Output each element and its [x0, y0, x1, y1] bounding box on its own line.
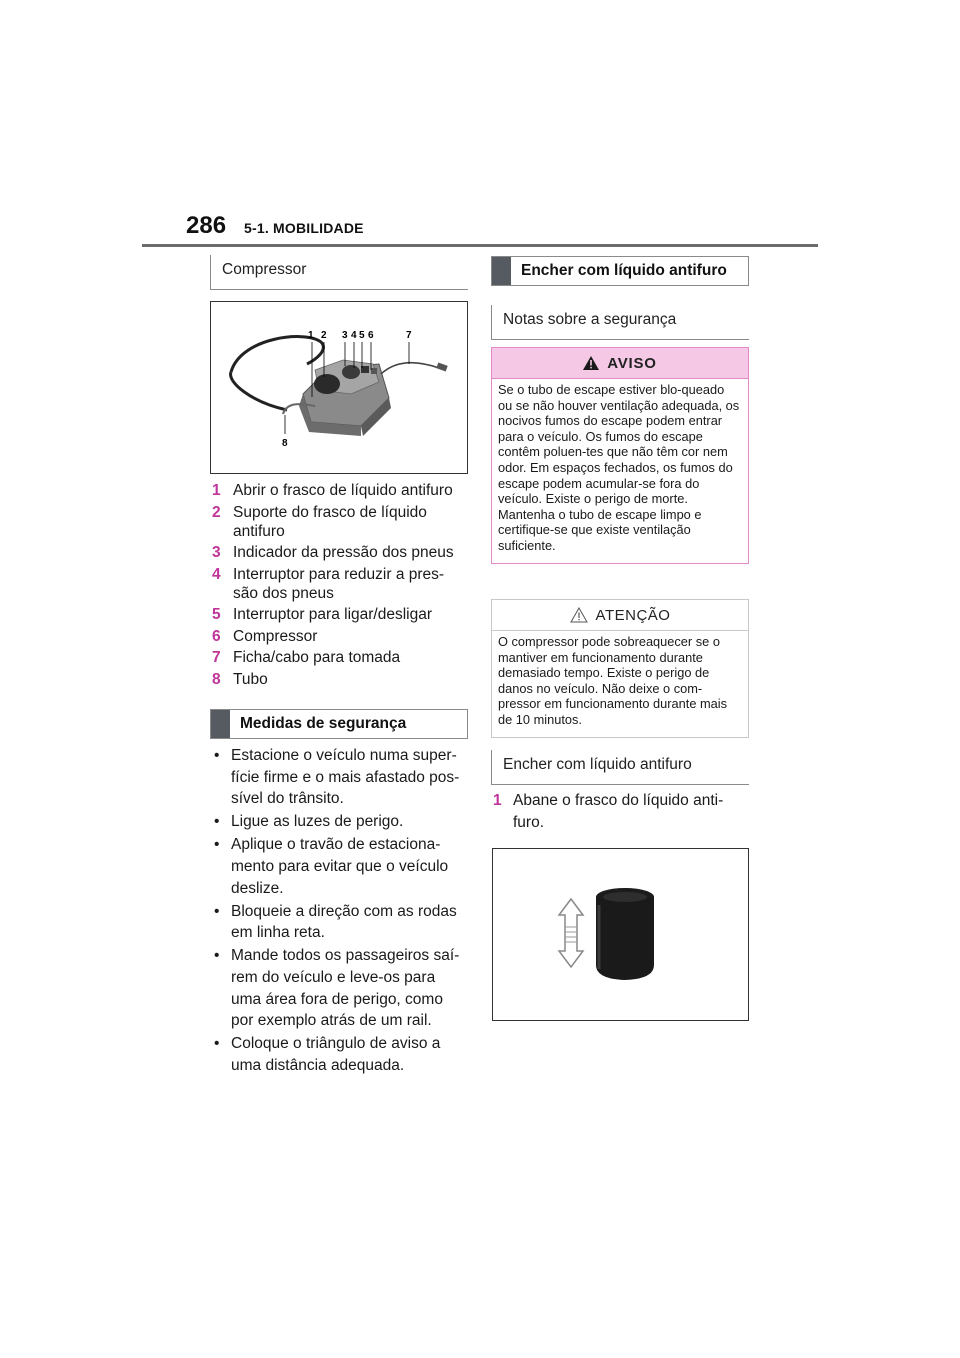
- aviso-text: Se o tubo de escape estiver blo-queado ou se não houver ventilação adequada, os nocivos fumos do escape podem entrar para o veículo. Os fumos do escape contêm poluen-tes que não têm cor nem odor. Em espaços fechados, os fumos do escape podem acumular-se fora do veículo. Existe o perigo de morte. Mantenha o tubo de escape limpo e certifique-se que existe ventilação suficiente.: [498, 382, 740, 553]
- page-number: 286: [186, 212, 227, 239]
- bullet-item: • Estacione o veículo numa super-fície firme e o mais afastado pos-sível do trânsito.: [214, 745, 468, 810]
- safety-notes-heading-text: Notas sobre a segurança: [503, 311, 677, 328]
- legend-text: Compressor: [233, 627, 318, 645]
- legend-item: [212, 627, 468, 646]
- legend-item: [212, 503, 468, 541]
- fill-sealant-heading: [491, 256, 749, 286]
- callout-4: 4: [351, 330, 357, 341]
- aviso-header: [492, 348, 748, 379]
- safety-measures-heading: [210, 709, 468, 739]
- bullet-item: • Coloque o triângulo de aviso a uma distância adequada.: [214, 1033, 468, 1076]
- step-1: [493, 790, 749, 833]
- legend-number: 8: [212, 670, 221, 688]
- legend-item: [212, 481, 468, 500]
- fill-sealant-subheading: [491, 750, 749, 785]
- heading-bar: [211, 710, 230, 738]
- safety-measures-heading-text: Medidas de segurança: [240, 715, 407, 732]
- legend-text: Interruptor para ligar/desligar: [233, 606, 433, 623]
- legend-number: 3: [212, 544, 221, 561]
- aviso-warning-box: [491, 347, 749, 564]
- section-title: 5-1. MOBILIDADE: [244, 220, 364, 236]
- legend-number: 4: [212, 565, 221, 583]
- compressor-illustration: [211, 302, 468, 474]
- legend-number: 7: [212, 649, 221, 666]
- legend-text: Abrir o frasco de líquido antifuro: [233, 482, 453, 499]
- atencao-header: [492, 600, 748, 631]
- shake-bottle-illustration: [493, 849, 749, 1021]
- legend-text: Ficha/cabo para tomada: [233, 649, 401, 666]
- callout-7: 7: [406, 330, 412, 341]
- step-text: Abane o frasco do líquido anti-furo.: [513, 792, 724, 831]
- legend-item: [212, 543, 468, 562]
- legend-number: 6: [212, 627, 221, 645]
- heading-bar: [492, 257, 511, 285]
- shake-bottle-figure: [492, 848, 749, 1021]
- legend-number: 2: [212, 503, 221, 521]
- aviso-title: AVISO: [607, 354, 657, 372]
- bullet-item: • Mande todos os passageiros saí-rem do veículo e leve-os para uma área fora de perigo, como por exemplo atrás de um rail.: [214, 945, 468, 1031]
- bullet-item: • Aplique o travão de estaciona-mento para evitar que o veículo deslize.: [214, 834, 468, 899]
- legend-text: Suporte do frasco de líquido antifuro: [233, 503, 427, 540]
- legend-item: [212, 605, 468, 624]
- atencao-title: ATENÇÃO: [595, 606, 671, 624]
- legend-text: Interruptor para reduzir a pres-são dos pneus: [233, 565, 445, 602]
- legend-item: [212, 670, 468, 689]
- callout-5: 5: [359, 330, 365, 341]
- bullet-item: • Bloqueie a direção com as rodas em linha reta.: [214, 901, 468, 944]
- atencao-text: O compressor pode sobreaquecer se o mantiver em funcionamento durante demasiado tempo. Existe o perigo de danos no veículo. Não deixe o com-pressor em funcionamento durante mais de 10 minutos.: [498, 634, 728, 727]
- legend-number: 1: [212, 482, 221, 499]
- legend-text: Tubo: [233, 670, 268, 688]
- legend-text: Indicador da pressão dos pneus: [233, 544, 454, 561]
- compressor-heading-text: Compressor: [222, 261, 307, 278]
- step-number: 1: [493, 792, 502, 809]
- fill-sealant-subheading-text: Encher com líquido antifuro: [503, 756, 692, 773]
- callout-8: 8: [282, 438, 288, 449]
- compressor-heading: [210, 255, 468, 290]
- callout-3: 3: [342, 330, 348, 341]
- warning-triangle-icon: [583, 356, 599, 370]
- callout-1: 1: [308, 330, 314, 341]
- caution-triangle-icon: [570, 607, 588, 623]
- compressor-figure: [210, 301, 468, 474]
- header-rule: [142, 244, 818, 247]
- safety-notes-heading: [491, 305, 749, 340]
- atencao-caution-box: [491, 599, 749, 738]
- legend-item: [212, 565, 468, 603]
- fill-sealant-heading-text: Encher com líquido antifuro: [521, 262, 727, 279]
- legend-item: [212, 648, 468, 667]
- callout-2: 2: [321, 330, 327, 341]
- callout-6: 6: [368, 330, 374, 341]
- bullet-item: • Ligue as luzes de perigo.: [214, 811, 468, 833]
- legend-number: 5: [212, 606, 221, 623]
- safety-bullet-list: [214, 745, 468, 1078]
- compressor-legend: [212, 481, 468, 691]
